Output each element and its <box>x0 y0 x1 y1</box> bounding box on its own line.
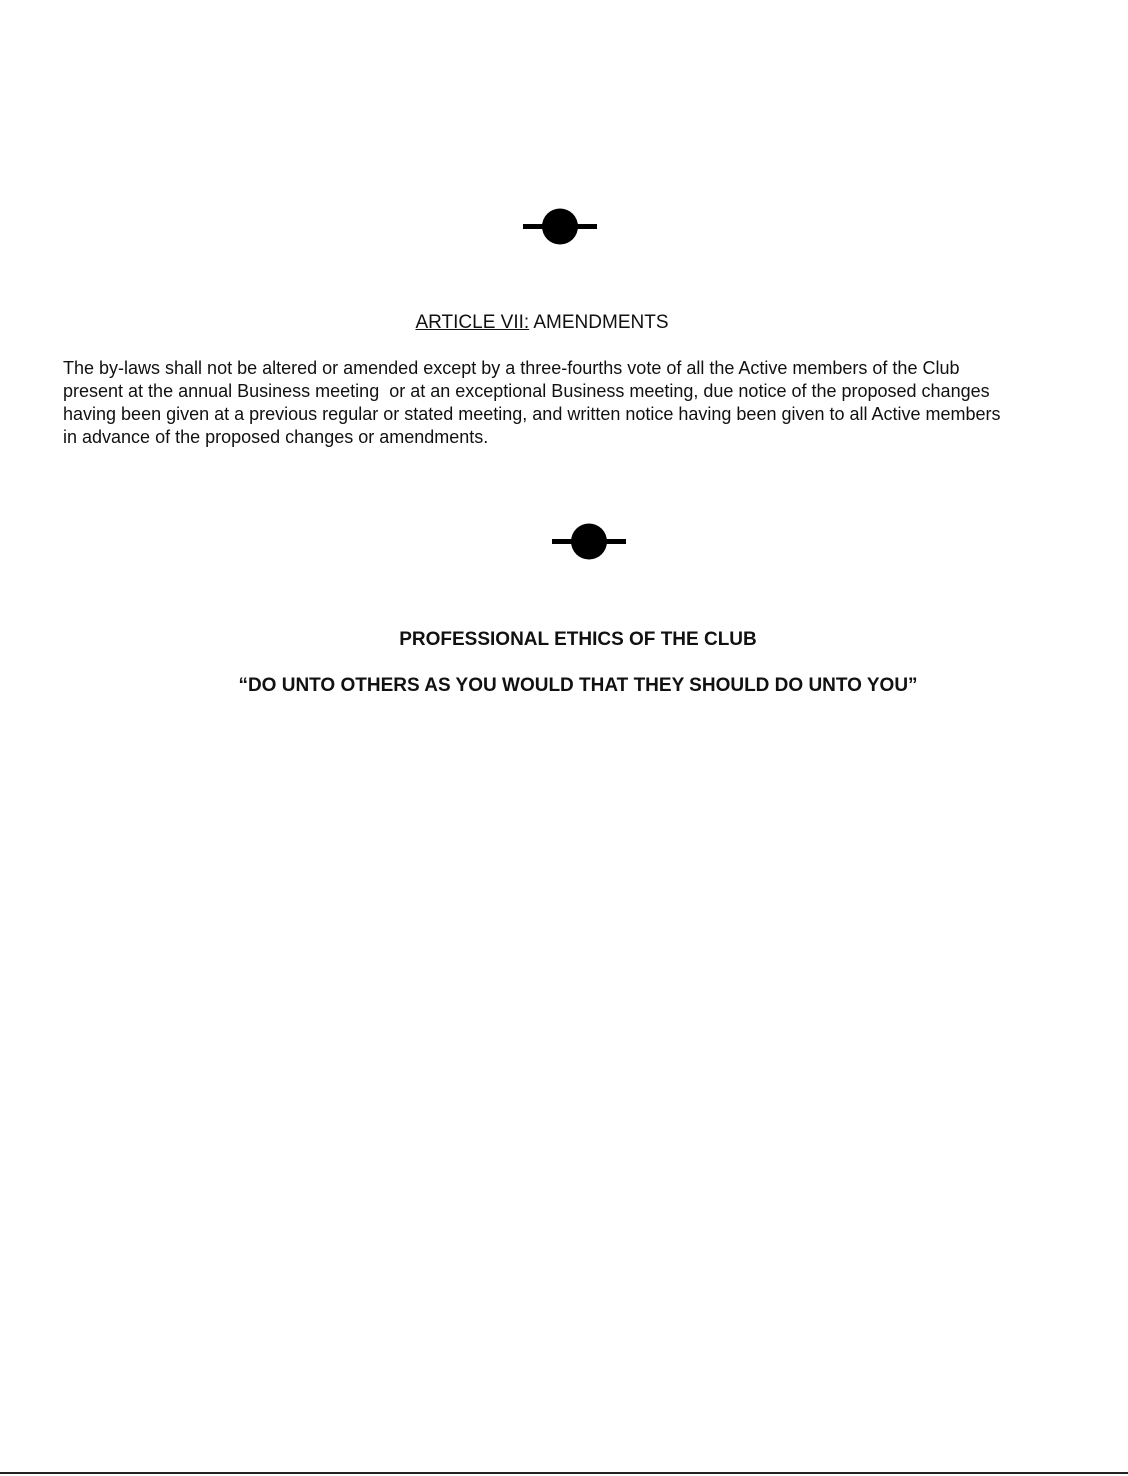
ethics-title: PROFESSIONAL ETHICS OF THE CLUB <box>399 629 757 650</box>
divider-ornament-icon <box>523 207 597 247</box>
body-line: present at the annual Business meeting or at an exceptional Business meeting, due notice of the proposed changes <box>63 381 990 401</box>
ethics-motto: “DO UNTO OTHERS AS YOU WOULD THAT THEY SHOULD DO UNTO YOU” <box>238 675 918 696</box>
body-line: having been given at a previous regular or stated meeting, and written notice having been given to all Active members <box>63 404 1001 424</box>
divider-ornament-icon <box>552 522 626 562</box>
page-bottom-border <box>0 1472 1128 1474</box>
article-title: AMENDMENTS <box>529 312 669 333</box>
body-line: The by-laws shall not be altered or amended except by a three-fourths vote of all the Active members of the Club <box>63 358 960 378</box>
article-heading <box>0 312 1084 334</box>
article-number: ARTICLE VII: <box>415 312 530 333</box>
article-body <box>63 357 1103 449</box>
body-line: in advance of the proposed changes or amendments. <box>63 427 489 447</box>
